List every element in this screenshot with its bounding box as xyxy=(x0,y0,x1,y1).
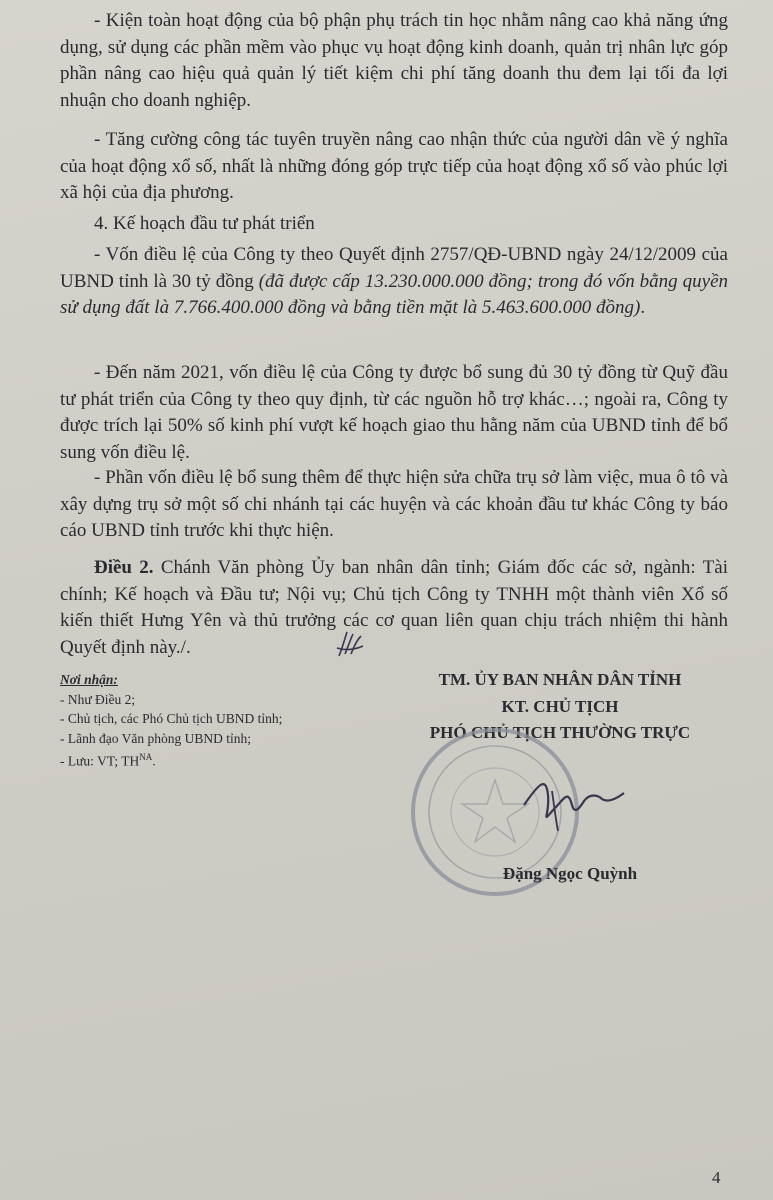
recipients-title: Nơi nhận: xyxy=(60,672,118,687)
paragraph-charter-capital: - Vốn điều lệ của Công ty theo Quyết định 2757/QĐ-UBND ngày 24/12/2009 của UBND tỉnh là 30 tỷ đồng (đã được cấp 13.230.000.000 đồng; trong đó vốn bằng quyền sử dụng đất là 7.766.400.000 đồng và bằng tiền mặt là 5.463.600.000 đồng). xyxy=(60,244,728,318)
signer-org: TM. ỦY BAN NHÂN DÂN TỈNH xyxy=(438,670,682,689)
paragraph-additional-capital: - Phần vốn điều lệ bổ sung thêm để thực hiện sửa chữa trụ sở làm việc, mua ô tô và xây dựng trụ sở một số chi nhánh tại các huyện và các khoản đầu tư khác Công ty báo cáo UBND tỉnh trước khi thực hiện. xyxy=(60,467,728,541)
article-2-label: Điều 2. xyxy=(94,557,154,578)
paragraph-propaganda: - Tăng cường công tác tuyên truyền nâng cao nhận thức của người dân về ý nghĩa của hoạt động xổ số, nhất là những đóng góp trực tiếp của hoạt động xổ số vào phúc lợi xã hội của địa phương. xyxy=(60,129,728,203)
recipient-item: - Chủ tịch, các Phó Chủ tịch UBND tỉnh; xyxy=(60,711,283,726)
paragraph-capital-2021: - Đến năm 2021, vốn điều lệ của Công ty được bổ sung đủ 30 tỷ đồng từ Quỹ đầu tư phát triển của Công ty theo quy định, từ các nguồn hỗ trợ khác…; ngoài ra, Công ty được trích lại 50% số kinh phí vượt kế hoạch giao thu hằng năm của UBND tỉnh để bổ sung vốn điều lệ. xyxy=(60,362,728,463)
signer-position: PHÓ CHỦ TỊCH THƯỜNG TRỰC xyxy=(429,723,691,742)
signer-name: Đặng Ngọc Quỳnh xyxy=(502,864,638,883)
recipient-item: - Như Điều 2; xyxy=(60,691,136,707)
signer-title: KT. CHỦ TỊCH xyxy=(501,697,619,716)
paragraph-it-department: - Kiện toàn hoạt động của bộ phận phụ trách tin học nhằm nâng cao khả năng ứng dụng, sử dụng các phần mềm vào phục vụ hoạt động kinh doanh, quản trị nhân lực góp phần nâng cao hiệu quả quản lý tiết kiệm chi phí tăng doanh thu đem lại tối đa lợi nhuận cho doanh nghiệp. xyxy=(60,10,728,111)
recipient-item: - Lãnh đạo Văn phòng UBND tỉnh; xyxy=(60,730,251,746)
page-number: 4 xyxy=(712,1168,721,1187)
charter-capital-detail: (đã được cấp 13.230.000.000 đồng; trong đó vốn bằng quyền sử dụng đất là 7.766.400.000 đồng và bằng tiền mặt là 5.463.600.000 đồng) xyxy=(60,270,728,318)
initial-mark xyxy=(335,628,365,660)
recipients-block xyxy=(60,670,310,771)
section-heading-investment-plan: 4. Kế hoạch đầu tư phát triển xyxy=(94,213,315,234)
recipient-item-archive: - Lưu: VT; $TH^{NA}$. xyxy=(60,752,156,769)
paragraph-article-2: Điều 2. Chánh Văn phòng Ủy ban nhân dân tỉnh; Giám đốc các sở, ngành: Tài chính; Kế hoạch và Đầu tư; Nội vụ; Chủ tịch Công ty TNHH một thành viên Xổ số kiến thiết Hưng Yên và thủ trưởng các cơ quan liên quan chịu trách nhiệm thi hành Quyết định này./. xyxy=(60,557,728,658)
handwritten-signature xyxy=(518,765,628,835)
